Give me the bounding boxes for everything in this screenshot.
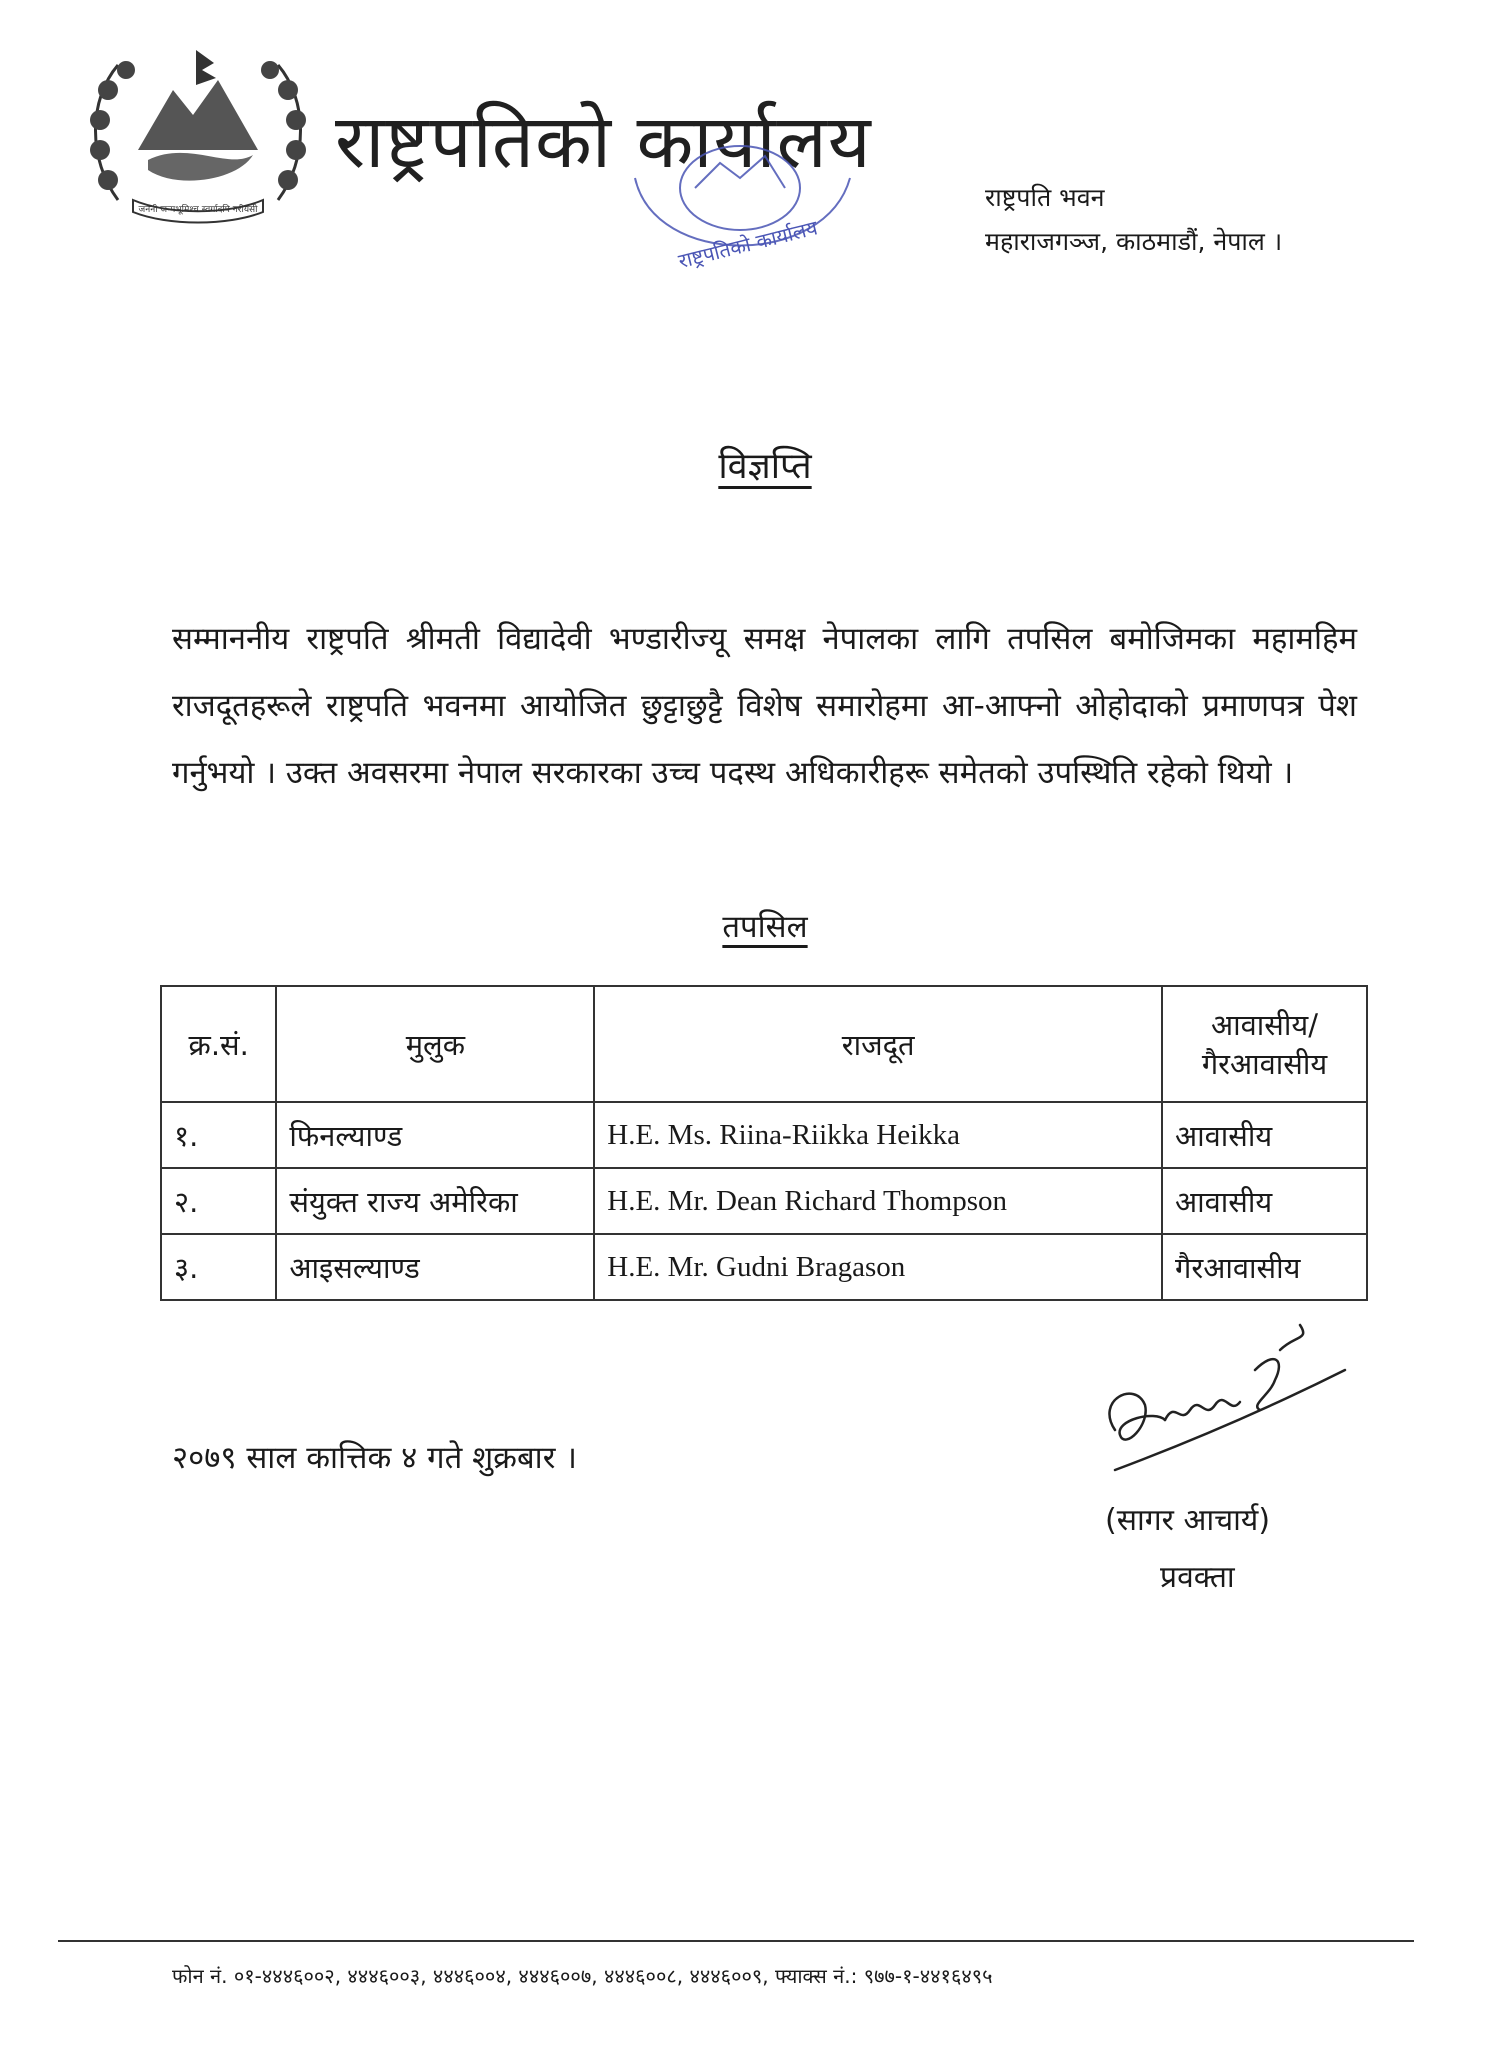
col-serial: क्र.सं. xyxy=(161,986,276,1102)
signatory-title: प्रवक्ता xyxy=(1160,1560,1235,1595)
footer-divider xyxy=(58,1940,1414,1942)
address-line-1: राष्ट्रपति भवन xyxy=(985,183,1105,212)
row-ambassador: H.E. Ms. Riina-Riikka Heikka xyxy=(594,1102,1162,1168)
notice-body: सम्माननीय राष्ट्रपति श्रीमती विद्यादेवी भण्डारीज्यू समक्ष नेपालका लागि तपसिल बमोजिमका महामहिम राजदूतहरूले राष्ट्रपति भवनमा आयोजित छुट्टाछुट्टै विशेष समारोहमा आ-आफ्नो ओहोदाको प्रमाणपत्र पेश गर्नुभयो । उक्त अवसरमा नेपाल सरकारका उच्च पदस्थ अधिकारीहरू समेतको उपस्थिति रहेको थियो । xyxy=(172,621,1357,791)
row-country: संयुक्त राज्य अमेरिका xyxy=(276,1168,594,1234)
col-residency: आवासीय/ गैरआवासीय xyxy=(1162,986,1367,1102)
row-ambassador: H.E. Mr. Gudni Bragason xyxy=(594,1234,1162,1300)
row-ambassador: H.E. Mr. Dean Richard Thompson xyxy=(594,1168,1162,1234)
row-serial: १. xyxy=(161,1102,276,1168)
details-heading: तपसिल xyxy=(722,909,808,945)
row-residency: आवासीय xyxy=(1162,1168,1367,1234)
office-title: राष्ट्रपतिको कार्यालय xyxy=(335,99,872,185)
row-country: फिनल्याण्ड xyxy=(276,1102,594,1168)
row-serial: २. xyxy=(161,1168,276,1234)
svg-text:राष्ट्रपतिको कार्यालय: राष्ट्रपतिको कार्यालय xyxy=(675,215,820,274)
handwritten-signature-icon xyxy=(1075,1310,1355,1510)
row-country: आइसल्याण्ड xyxy=(276,1234,594,1300)
row-serial: ३. xyxy=(161,1234,276,1300)
row-residency: आवासीय xyxy=(1162,1102,1367,1168)
signatory-name: (सागर आचार्य) xyxy=(1105,1503,1271,1538)
table-row xyxy=(161,1234,1367,1300)
col-ambassador: राजदूत xyxy=(594,986,1162,1102)
table-row xyxy=(161,1102,1367,1168)
ambassador-table xyxy=(160,985,1368,1301)
national-emblem-icon xyxy=(78,30,318,240)
notice-date: २०७९ साल कात्तिक ४ गते शुक्रबार । xyxy=(172,1440,577,1476)
row-residency: गैरआवासीय xyxy=(1162,1234,1367,1300)
office-seal-stamp-icon xyxy=(615,118,865,288)
svg-text:जननी जन्मभूमिश्च स्वर्गादपि गर: जननी जन्मभूमिश्च स्वर्गादपि गरीयसी xyxy=(138,205,258,215)
footer-contact: फोन नं. ०१-४४४६००२, ४४४६००३, ४४४६००४, ४४४६००७, ४४४६००८, ४४४६००९, फ्याक्स नं.: ९७७-१-४४१६४९५ xyxy=(172,1964,993,1988)
address-line-2: महाराजगञ्ज, काठमाडौं, नेपाल । xyxy=(985,227,1283,256)
col-country: मुलुक xyxy=(276,986,594,1102)
notice-heading: विज्ञप्ति xyxy=(718,446,812,487)
table-row xyxy=(161,1168,1367,1234)
office-address xyxy=(985,176,1282,264)
table-header-row xyxy=(161,986,1367,1102)
